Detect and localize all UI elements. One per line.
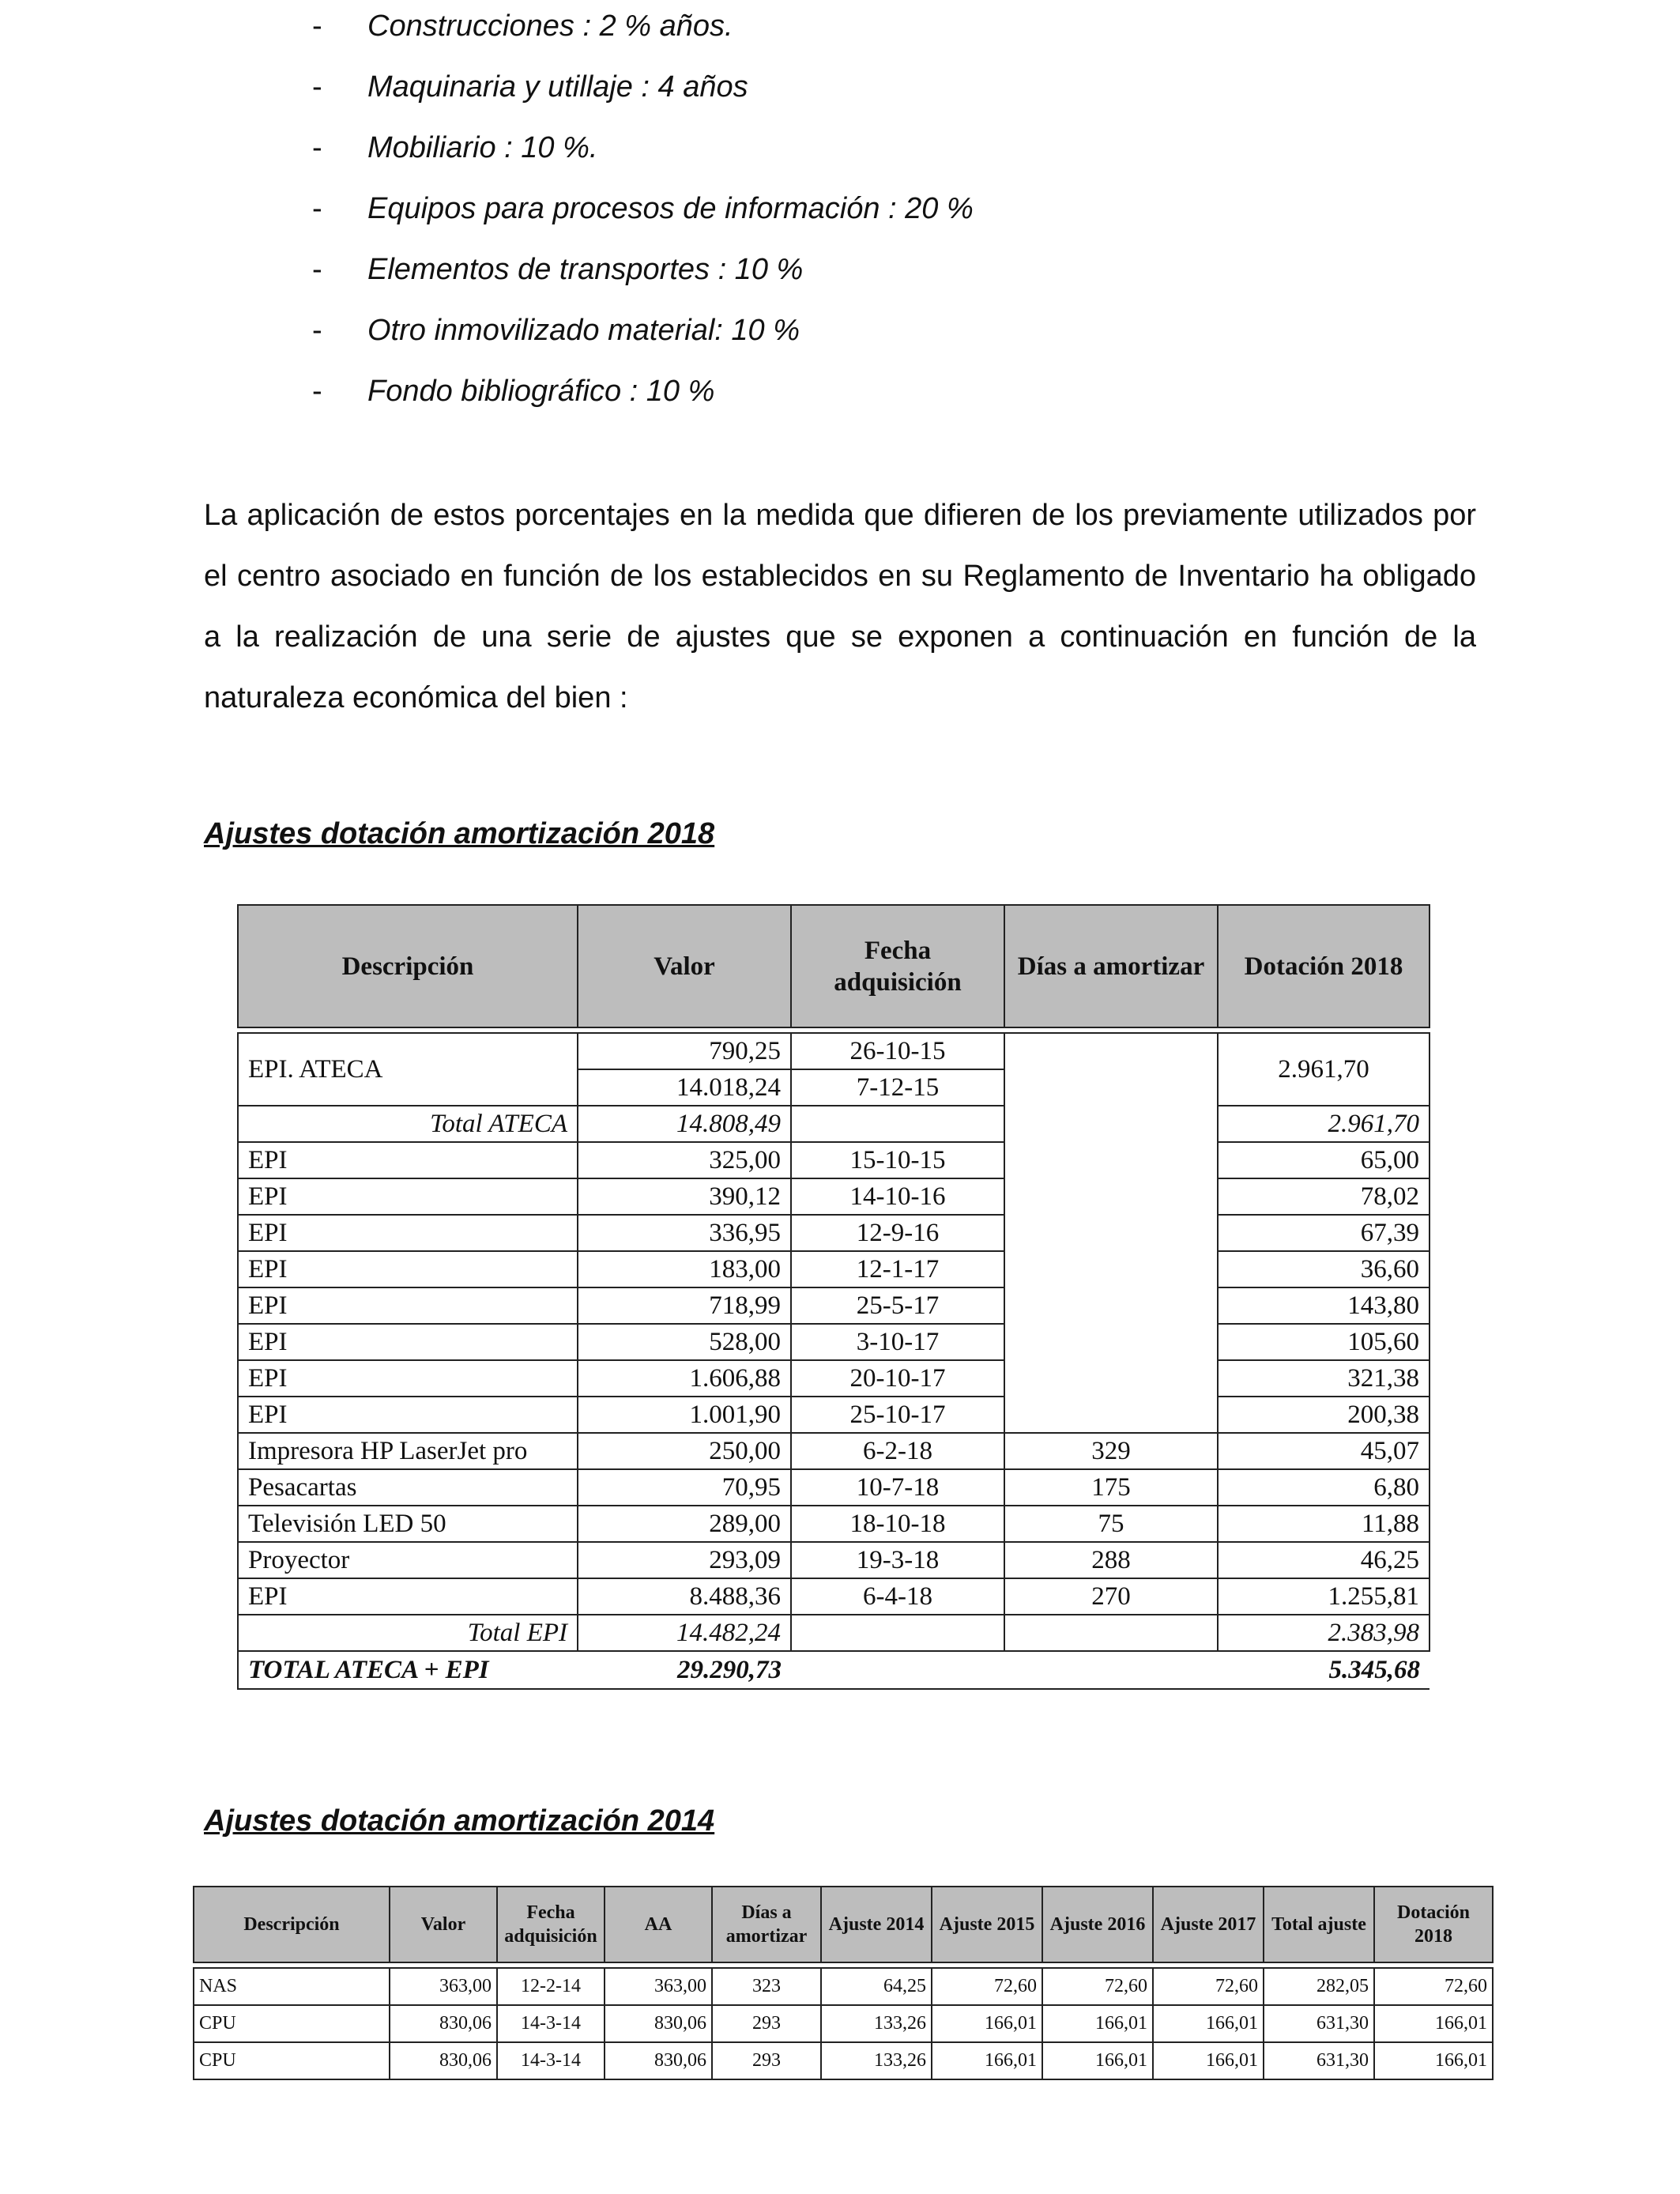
cell-desc: NAS [194,1968,390,2005]
cell-dias: 288 [1004,1542,1218,1578]
depreciation-table-2018 [237,904,1430,1690]
cell-fecha: 26-10-15 [791,1033,1004,1069]
cell-fecha: 14-3-14 [497,2005,605,2042]
cell-ajuste-2014: 133,26 [821,2042,932,2079]
cell-dotacion: 11,88 [1218,1506,1430,1542]
table-row-total-ateca [238,1106,1430,1142]
cell-valor: 293,09 [578,1542,791,1578]
cell-total-valor: 14.808,49 [578,1106,791,1142]
section-heading-2014: Ajustes dotación amortización 2014 [204,1804,715,1838]
table-row [194,2042,1493,2079]
cell-fecha: 6-4-18 [791,1578,1004,1615]
cell-valor: 183,00 [578,1251,791,1287]
cell-fecha: 10-7-18 [791,1469,1004,1506]
cell-valor: 250,00 [578,1433,791,1469]
cell-aa: 830,06 [605,2005,712,2042]
cell-dotacion: 1.255,81 [1218,1578,1430,1615]
cell-dotacion-2018: 166,01 [1374,2005,1493,2042]
cell-total-dotacion: 2.961,70 [1218,1106,1430,1142]
col-header-ajuste-2014: Ajuste 2014 [821,1887,932,1962]
cell-empty [791,1615,1004,1651]
cell-valor: 830,06 [390,2042,497,2079]
list-item-text: Maquinaria y utillaje : 4 años [367,70,748,104]
cell-ajuste-2017: 166,01 [1153,2005,1264,2042]
table-row [238,1251,1430,1287]
cell-total-label: Total ATECA [238,1106,578,1142]
cell-valor: 14.018,24 [578,1069,791,1106]
cell-dotacion: 78,02 [1218,1178,1430,1215]
cell-dias: 293 [712,2042,821,2079]
cell-fecha: 15-10-15 [791,1142,1004,1178]
bullet-marker: - [312,192,322,225]
table-row [238,1542,1430,1578]
table-row [238,1469,1430,1506]
cell-dias: 329 [1004,1433,1218,1469]
col-header-ajuste-2016: Ajuste 2016 [1042,1887,1153,1962]
cell-empty [1004,1615,1218,1651]
cell-dotacion: 2.961,70 [1218,1033,1430,1106]
bullet-marker: - [312,131,322,164]
cell-desc: EPI [238,1360,578,1397]
cell-fecha: 7-12-15 [791,1069,1004,1106]
table-row-total-epi [238,1615,1430,1651]
col-header-aa: AA [605,1887,712,1962]
cell-valor: 1.001,90 [578,1397,791,1433]
col-header-dotacion-2018: Dotación 2018 [1374,1887,1493,1962]
table-row [194,2005,1493,2042]
cell-dotacion: 6,80 [1218,1469,1430,1506]
cell-empty [791,1106,1004,1142]
cell-dotacion-2018: 72,60 [1374,1968,1493,2005]
cell-dotacion: 67,39 [1218,1215,1430,1251]
cell-fecha: 12-9-16 [791,1215,1004,1251]
cell-dotacion: 143,80 [1218,1287,1430,1324]
table-row-grand-total [238,1651,1430,1689]
cell-dotacion: 45,07 [1218,1433,1430,1469]
cell-fecha: 6-2-18 [791,1433,1004,1469]
cell-grand-total-valor: 29.290,73 [578,1651,791,1689]
cell-desc: EPI [238,1324,578,1360]
cell-dotacion: 200,38 [1218,1397,1430,1433]
cell-ajuste-2015: 166,01 [932,2005,1042,2042]
cell-dotacion: 321,38 [1218,1360,1430,1397]
table-row [238,1578,1430,1615]
bullet-marker: - [312,9,322,43]
cell-dotacion: 46,25 [1218,1542,1430,1578]
list-item-text: Fondo bibliográfico : 10 % [367,375,715,408]
cell-desc: EPI [238,1215,578,1251]
cell-dias-empty [1004,1033,1218,1433]
cell-valor: 528,00 [578,1324,791,1360]
bullet-marker: - [312,314,322,347]
table-row [238,1433,1430,1469]
col-header-dotacion: Dotación 2018 [1218,905,1430,1027]
cell-fecha: 18-10-18 [791,1506,1004,1542]
cell-ajuste-2016: 166,01 [1042,2005,1153,2042]
cell-total-ajuste: 631,30 [1264,2005,1374,2042]
col-header-ajuste-2017: Ajuste 2017 [1153,1887,1264,1962]
cell-desc: EPI [238,1397,578,1433]
bullet-marker: - [312,70,322,104]
cell-valor: 1.606,88 [578,1360,791,1397]
cell-total-ajuste: 631,30 [1264,2042,1374,2079]
cell-aa: 830,06 [605,2042,712,2079]
list-item-text: Mobiliario : 10 %. [367,131,598,164]
depreciation-table-2014 [193,1886,1494,2080]
table-row [238,1215,1430,1251]
cell-valor: 830,06 [390,2005,497,2042]
cell-dotacion: 105,60 [1218,1324,1430,1360]
table-row [238,1178,1430,1215]
cell-valor: 790,25 [578,1033,791,1069]
list-item-text: Otro inmovilizado material: 10 % [367,314,800,347]
cell-valor: 718,99 [578,1287,791,1324]
list-item-text: Construcciones : 2 % años. [367,9,733,43]
col-header-descripcion: Descripción [238,905,578,1027]
cell-fecha: 3-10-17 [791,1324,1004,1360]
col-header-ajuste-2015: Ajuste 2015 [932,1887,1042,1962]
cell-fecha: 20-10-17 [791,1360,1004,1397]
col-header-dias: Días a amortizar [1004,905,1218,1027]
bullet-marker: - [312,253,322,286]
cell-valor: 325,00 [578,1142,791,1178]
cell-ajuste-2014: 133,26 [821,2005,932,2042]
cell-fecha: 12-2-14 [497,1968,605,2005]
cell-desc: Proyector [238,1542,578,1578]
cell-dias: 175 [1004,1469,1218,1506]
list-item [312,304,974,365]
cell-fecha: 12-1-17 [791,1251,1004,1287]
cell-desc: EPI [238,1251,578,1287]
table-row [194,1968,1493,2005]
col-header-descripcion: Descripción [194,1887,390,1962]
table-spacer-row [238,1027,1430,1033]
list-item [312,122,974,183]
col-header-valor: Valor [390,1887,497,1962]
cell-dotacion-2018: 166,01 [1374,2042,1493,2079]
cell-desc: EPI [238,1287,578,1324]
col-header-total-ajuste: Total ajuste [1264,1887,1374,1962]
cell-fecha: 14-3-14 [497,2042,605,2079]
cell-valor: 8.488,36 [578,1578,791,1615]
cell-aa: 363,00 [605,1968,712,2005]
cell-dotacion: 65,00 [1218,1142,1430,1178]
cell-dias: 75 [1004,1506,1218,1542]
table-row [238,1360,1430,1397]
cell-ajuste-2017: 166,01 [1153,2042,1264,2079]
cell-dias: 270 [1004,1578,1218,1615]
table-row [238,1506,1430,1542]
cell-total-label: Total EPI [238,1615,578,1651]
cell-empty [1004,1651,1218,1689]
cell-valor: 70,95 [578,1469,791,1506]
table-row [238,1397,1430,1433]
cell-ajuste-2015: 72,60 [932,1968,1042,2005]
cell-ajuste-2015: 166,01 [932,2042,1042,2079]
list-item [312,365,974,426]
list-item-text: Equipos para procesos de información : 20 % [367,192,974,225]
table-header-row [238,905,1430,1027]
cell-desc: EPI. ATECA [238,1033,578,1106]
col-header-fecha: Fecha adquisición [791,905,1004,1027]
list-item-text: Elementos de transportes : 10 % [367,253,804,286]
cell-desc: Pesacartas [238,1469,578,1506]
cell-dotacion: 36,60 [1218,1251,1430,1287]
cell-total-dotacion: 2.383,98 [1218,1615,1430,1651]
cell-dias: 323 [712,1968,821,2005]
table-header-row [194,1887,1493,1962]
cell-dias: 293 [712,2005,821,2042]
cell-total-valor: 14.482,24 [578,1615,791,1651]
cell-desc: EPI [238,1578,578,1615]
cell-desc: EPI [238,1178,578,1215]
cell-valor: 390,12 [578,1178,791,1215]
cell-ajuste-2016: 72,60 [1042,1968,1153,2005]
cell-fecha: 25-10-17 [791,1397,1004,1433]
cell-ajuste-2017: 72,60 [1153,1968,1264,2005]
cell-empty [791,1651,1004,1689]
body-paragraph: La aplicación de estos porcentajes en la medida que difieren de los previamente utilizados por el centro asociado en función de los establecidos en su Reglamento de Inventario ha obligado a la realización de una serie de ajustes que se exponen a continuación en función de la naturaleza económica del bien : [204,499,1476,714]
cell-desc: CPU [194,2005,390,2042]
depreciation-rates-list [312,0,974,426]
cell-ajuste-2016: 166,01 [1042,2042,1153,2079]
table-row [238,1287,1430,1324]
cell-fecha: 14-10-16 [791,1178,1004,1215]
cell-desc: Televisión LED 50 [238,1506,578,1542]
list-item [312,243,974,304]
col-header-valor: Valor [578,905,791,1027]
cell-grand-total-label: TOTAL ATECA + EPI [238,1651,578,1689]
table-row [238,1142,1430,1178]
list-item [312,183,974,243]
cell-total-ajuste: 282,05 [1264,1968,1374,2005]
list-item [312,0,974,61]
section-heading-2018: Ajustes dotación amortización 2018 [204,817,715,850]
col-header-fecha: Fecha adquisición [497,1887,605,1962]
table-row [238,1033,1430,1069]
cell-fecha: 25-5-17 [791,1287,1004,1324]
bullet-marker: - [312,375,322,408]
cell-ajuste-2014: 64,25 [821,1968,932,2005]
cell-grand-total-dotacion: 5.345,68 [1218,1651,1430,1689]
cell-valor: 336,95 [578,1215,791,1251]
cell-desc: Impresora HP LaserJet pro [238,1433,578,1469]
cell-valor: 363,00 [390,1968,497,2005]
cell-desc: EPI [238,1142,578,1178]
col-header-dias: Días a amortizar [712,1887,821,1962]
table-row [238,1324,1430,1360]
cell-desc: CPU [194,2042,390,2079]
cell-fecha: 19-3-18 [791,1542,1004,1578]
cell-valor: 289,00 [578,1506,791,1542]
list-item [312,61,974,122]
table-spacer-row [194,1962,1493,1968]
